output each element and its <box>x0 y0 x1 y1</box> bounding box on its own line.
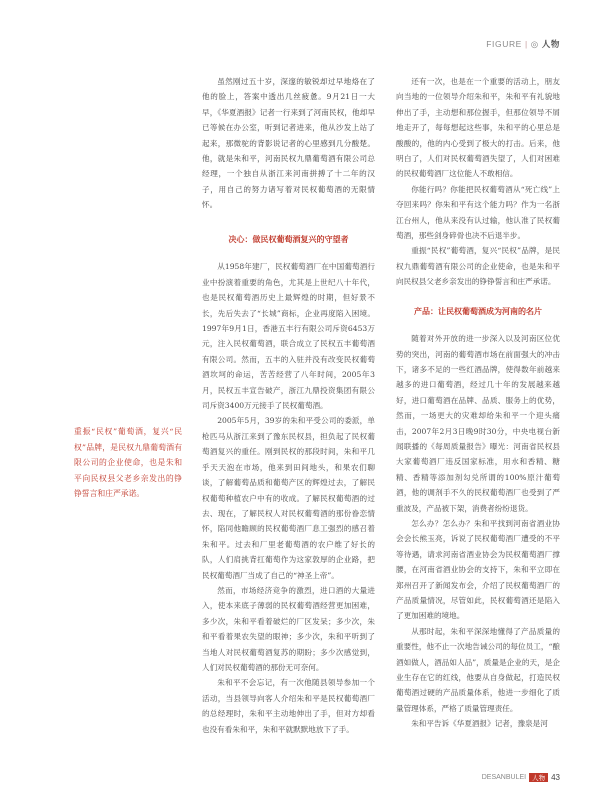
body-paragraph: 朱和平不会忘记，有一次他随县领导参加一个活动，当县领导向客人介绍朱和平是民权葡萄酒厂的总经理时，朱和平主动地伸出了手，但对方却看也没有看朱和平，朱和平就默默地放下了手。 <box>202 678 375 734</box>
header-section: FIGURE <box>486 39 522 49</box>
body-paragraph: 怎么办？怎么办？朱和平找到河南省酒业协会会长熊玉亮，诉说了民权葡萄酒厂遭受的不平等待遇，请求河南省酒业协会为民权葡萄酒厂撑腰，在河南省酒业协会的支持下，朱和平立即在郑州召开了新闻发布会，介绍了民权葡萄酒厂的产品质量情况，尽管如此，民权葡萄酒还是陷入了更加困难的境地。 <box>396 518 560 621</box>
page-header <box>486 38 560 50</box>
body-paragraph: 重振“民权”葡萄酒，复兴“民权”品牌，是民权九鼎葡萄酒有限公司的企业使命，也是朱和平向民权县父老乡亲发出的铮铮誓言和庄严承诺。 <box>396 246 560 287</box>
body-paragraph: 还有一次，也是在一个重要的活动上，朋友向当地的一位领导介绍朱和平，朱和平有礼貌地伸出了手，主动想和那位握手，但那位领导不屑地走开了，每每想起这些事，朱和平的心里总是酸酸的，他的内心受到了极大的打击。后来，他明白了，人们对民权葡萄酒失望了，人们对困难的民权葡萄酒厂这位能人不敢相信。 <box>396 77 560 179</box>
header-topic: 人物 <box>541 39 560 49</box>
right-column <box>396 74 560 732</box>
body-paragraph: 然而，市场经济竞争的激烈，进口酒的大量进入，使本来底子薄弱的民权葡萄酒经营更加困难，多少次，朱和平看着破烂的厂区发呆；多少次，朱和平看着果农失望的眼神；多少次，朱和平听到了当地人对民权葡萄酒复苏的期盼；多少次感觉到，人们对民权葡萄酒的那份无可奈何。 <box>202 585 375 672</box>
section-heading-product: 产品：让民权葡萄酒成为河南的名片 <box>414 306 542 316</box>
body-paragraph: 朱和平告诉《华夏酒报》记者，豫泉是河 <box>411 719 548 729</box>
left-column <box>202 232 375 737</box>
article-intro <box>202 74 375 213</box>
section-heading-resolve: 决心：做民权葡萄酒复兴的守望者 <box>228 235 349 244</box>
intro-paragraph: 虽然刚过五十岁，深邃的敏锐却过早地烙在了他的脸上，答案中透出几丝疲惫。9月21日一大早，《华夏酒报》记者一行来到了河南民权，他却早已等候在办公室，听到记者进来，他从沙发上站了起来，那微驼的背影说记者的心里感到几分酸楚。他，就是朱和平，河南民权九鼎葡萄酒有限公司总经理，一个独自从浙江来河南拼搏了十二年的汉子，用自己的努力诸写着对民权葡萄酒的无限情怀。 <box>202 77 375 210</box>
body-paragraph: 你能行吗？你能把民权葡萄酒从“死亡线”上夺回来吗？你朱和平有这个能力吗？作为一名浙江台州人，他从来没有认过输，他认准了民权葡萄酒，那些剑身碎骨也决不后退半步。 <box>396 184 560 241</box>
body-paragraph: 从那时起，朱和平深深地懂得了产品质量的重要性，他不止一次地告诫公司的每位员工，“酿酒如做人，酒品如人品”，质量是企业的天，是企业生存在它的红线，他要从自身做起，打造民权葡萄酒过硬的产品质量体系，他进一步细化了质量管理体系，严格了质量管理责任。 <box>396 626 560 713</box>
page-number: 43 <box>551 773 560 782</box>
header-separator: | <box>524 39 528 49</box>
pull-quote: 重振“民权”葡萄酒，复兴“民权”品牌，是民权九鼎葡萄酒有限公司的企业使命，也是朱和平向民权县父老乡亲发出的铮铮誓言和庄严承诺。 <box>74 427 182 499</box>
body-paragraph: 从1958年建厂，民权葡萄酒厂在中国葡萄酒行业中扮演着重要的角色，尤其是上世纪八十年代，也是民权葡萄酒历史上最辉煌的时期，但好景不长，先后失去了“长城”商标，企业再度陷入困境。1997年9月1日，香港五丰行有限公司斥资6453万元，注入民权葡萄酒，联合成立了民权五丰葡萄酒有限公司。然而，五丰的入驻并没有改变民权葡萄酒坎坷的命运，苦苦经营了八年时间，2005年3月，民权五丰宣告破产，浙江九鼎投资集团有限公司斥资3400万元接手了民权葡萄酒。 <box>202 262 375 411</box>
body-paragraph: 2005年5月，39岁的朱和平受公司的委派，单枪匹马从浙江来到了豫东民权县，担负起了民权葡萄酒复兴的重任。刚到民权的那段时间，朱和平几乎天天泡在市场，他来到田间地头，和果农们聊谈，了解葡萄品质和葡萄产区的辉煌过去，了解民权葡萄种植农户中有的收成。了解民权葡萄酒的过去、现在，了解民权人对民权葡萄酒的那份眷恋情怀，陷同他瞻顾的民权葡萄酒厂息工强烈的感召着朱和平。过去和厂里老葡萄酒的农户维了好长的队，人们肩挑背扛葡萄作为这家敦厚的企业路，把民权葡萄酒厂当成了自己的“神圣上帝”。 <box>202 416 375 580</box>
footer-brand: DESANBULEI <box>481 774 527 781</box>
page-footer <box>482 773 560 782</box>
body-paragraph: 随着对外开放的进一步深入以及河南区位优势的突出，河南的葡萄酒市场在前面强大的冲击下，诸多不足的一些红酒品牌，使得数年前越来越多的进口葡萄酒，经过几十年的发展越来越好，进口葡萄酒在品牌、品质、服务上的优势，然而，一场更大的灾难却给朱和平一个迎头痛击，2007年2月3日晚9时30分，中央电视台新闻联播的《每周质量报告》曝光：河南省民权县大家葡萄酒厂违反国家标准，用水和香精、糖精、香精等添加剂勾兑所谓的100%原汁葡萄酒，他的调剂手不久的民权葡萄酒厂也受到了严重波及，产品被下架，消费者纷纷退货。 <box>396 334 560 513</box>
circle-icon: ◎ <box>530 38 539 49</box>
footer-tag: 人物 <box>529 773 548 782</box>
